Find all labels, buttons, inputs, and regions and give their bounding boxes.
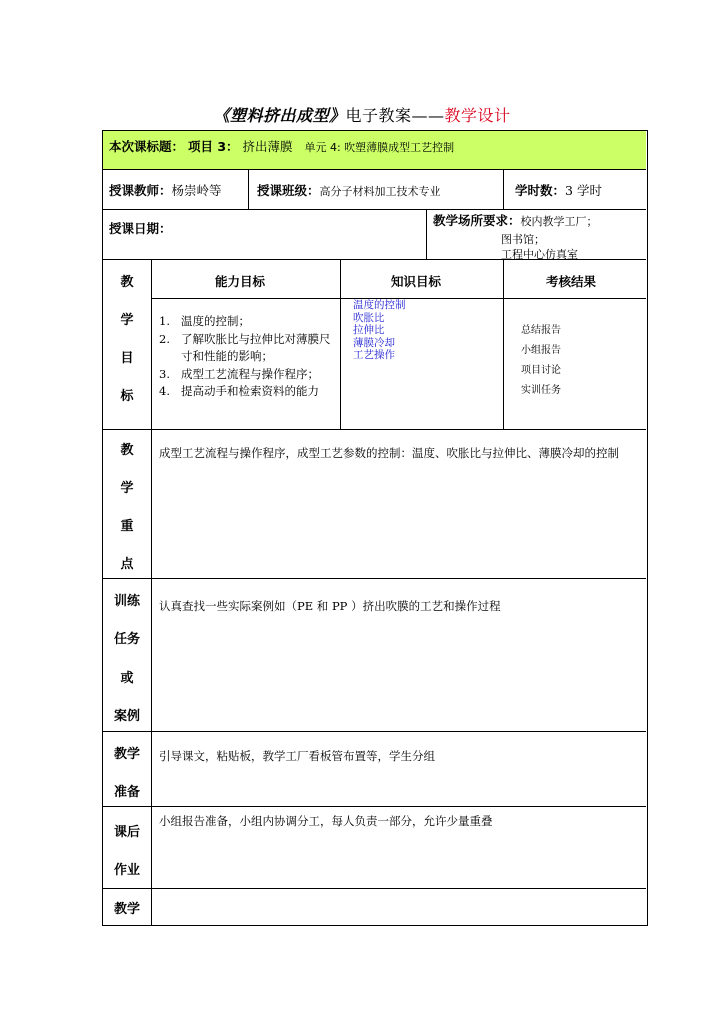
venue-line1: 校内教学工厂； — [520, 215, 598, 228]
list-item: 小组报告 — [521, 345, 561, 356]
row-divider — [103, 209, 646, 210]
lesson-title-label: 本次课标题： — [109, 139, 185, 154]
list-item: 3. 成型工艺流程与操作程序； — [159, 366, 319, 381]
book-title: 《塑料挤出成型》 — [213, 106, 346, 125]
date-label: 授课日期： — [109, 221, 172, 236]
list-item: 1. 温度的控制； — [159, 314, 250, 328]
col-divider — [503, 169, 504, 209]
list-item: 4. 提高动手和检索资料的能力 — [159, 384, 319, 398]
col-divider — [151, 259, 152, 926]
row-divider — [103, 169, 646, 170]
row-divider — [103, 731, 646, 732]
keypoints-side-label-2: 学 — [120, 481, 134, 496]
list-item: 吹胀比 — [353, 311, 385, 324]
knowledge-list — [353, 299, 406, 362]
tasks-side-label-1: 训练 — [113, 594, 140, 609]
list-item: 薄膜冷却 — [353, 336, 395, 349]
col-divider — [340, 259, 341, 429]
keypoints-side-label-3: 重 — [120, 519, 134, 534]
col-divider — [503, 259, 504, 429]
lesson-plan-table — [102, 130, 648, 926]
unit-name: 单元 4: 吹塑薄膜成型工艺控制 — [304, 141, 455, 154]
ability-list — [159, 313, 339, 401]
list-item: 项目讨论 — [521, 365, 561, 376]
row-divider — [103, 806, 646, 807]
venue-cell — [433, 211, 598, 229]
col-divider — [248, 169, 249, 209]
teacher-value: 杨崇岭等 — [171, 183, 222, 198]
col-ability-header: 能力目标 — [215, 274, 266, 289]
hours-label: 学时数： — [515, 183, 566, 198]
document-title — [0, 103, 724, 126]
class-value: 高分子材料加工技术专业 — [319, 185, 441, 198]
objectives-side-label-1: 教 — [120, 275, 134, 290]
row-divider — [103, 578, 646, 579]
tasks-side-label-4: 案例 — [113, 709, 140, 724]
homework-side-label-2: 作业 — [113, 863, 140, 878]
hours-value: 3 学时 — [565, 183, 602, 198]
list-item: 温度的控制 — [353, 299, 406, 311]
venue-line2: 图书馆； — [501, 233, 545, 246]
project-label: 项目 3： — [188, 139, 239, 154]
prep-text: 引导课文，粘贴板，教学工厂看板管布置等，学生分组 — [159, 749, 435, 763]
teacher-label: 授课教师： — [109, 183, 172, 198]
list-item: 实训任务 — [521, 385, 561, 396]
prep-side-label-1: 教学 — [113, 747, 140, 762]
assess-list — [521, 321, 561, 401]
project-name: 挤出薄膜 — [242, 139, 293, 154]
col-knowledge-header: 知识目标 — [391, 274, 442, 289]
row-divider — [103, 888, 646, 889]
objectives-side-label-3: 目 — [120, 351, 134, 366]
list-item: 2. 了解吹胀比与拉伸比对薄膜尺寸和性能的影响； — [159, 331, 331, 363]
class-cell — [257, 181, 441, 199]
homework-side-label-1: 课后 — [113, 825, 140, 840]
row-divider — [103, 429, 646, 430]
tasks-side-label-2: 任务 — [113, 632, 140, 647]
keypoints-side-label-1: 教 — [120, 443, 134, 458]
objectives-side-label-4: 标 — [120, 389, 134, 404]
keypoints-text: 成型工艺流程与操作程序，成型工艺参数的控制：温度、吹胀比与拉伸比、薄膜冷却的控制 — [159, 446, 619, 460]
list-item: 拉伸比 — [353, 324, 385, 336]
list-item: 总结报告 — [521, 325, 561, 336]
venue-label: 教学场所要求： — [433, 213, 521, 228]
venue-line3: 工程中心仿真室 — [501, 248, 578, 261]
hours-cell — [515, 181, 602, 199]
col-divider — [426, 209, 427, 259]
list-item: 工艺操作 — [353, 349, 395, 361]
lesson-title — [109, 137, 454, 155]
col-assess-header: 考核结果 — [546, 274, 597, 289]
homework-text: 小组报告准备，小组内协调分工，每人负责一部分，允许少量重叠 — [159, 814, 493, 828]
title-middle: 电子教案—— — [345, 106, 445, 125]
keypoints-side-label-4: 点 — [120, 557, 134, 572]
last-row-label: 教学 — [113, 902, 140, 917]
prep-side-label-2: 准备 — [113, 785, 140, 800]
tasks-text: 认真查找一些实际案例如（PE 和 PP ）挤出吹膜的工艺和操作过程 — [159, 599, 501, 613]
tasks-side-label-3: 或 — [120, 671, 134, 686]
title-highlight: 教学设计 — [444, 106, 511, 125]
teacher-cell — [109, 181, 222, 199]
objectives-side-label-2: 学 — [120, 313, 134, 328]
class-label: 授课班级： — [257, 183, 320, 198]
